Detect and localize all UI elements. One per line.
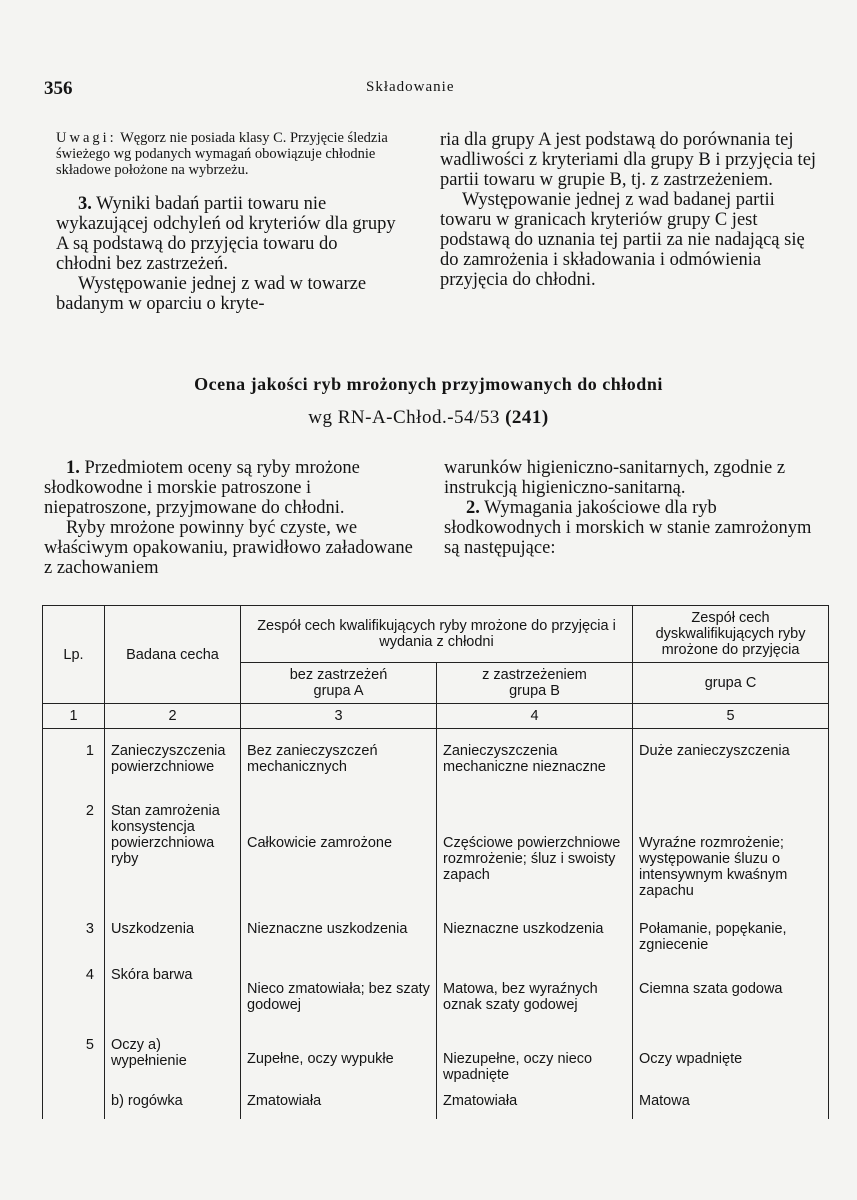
group-a-label: grupa A bbox=[313, 683, 364, 699]
column-number-3: 3 bbox=[241, 704, 437, 729]
paragraph-continued: ria dla grupy A jest podstawą do porównania tej wadliwości z kryteriami dla grupy B i przyjęcia tej partii towaru w grupie B, tj. z zastrzeżeniem. bbox=[440, 130, 817, 190]
row-group-c: Matowa bbox=[633, 1089, 829, 1119]
row-cecha: Uszkodzenia bbox=[105, 917, 241, 963]
row-group-a: Nieznaczne uszkodzenia bbox=[241, 917, 437, 963]
row-group-b: Nieznaczne uszkodzenia bbox=[437, 917, 633, 963]
table-row bbox=[43, 917, 829, 963]
quality-table bbox=[42, 605, 829, 1119]
header-qualifying-group: Zespół cech kwalifikujących ryby mrożone do przyjęcia i wydania z chłodni bbox=[241, 606, 633, 663]
paragraph-group-c: Występowanie jednej z wad badanej partii towaru w granicach kryteriów grupy C jest podstawą do uznania tej partii za nie nadającą się do zamrożenia i składowania i odmówienia przyjęcia do chłodni. bbox=[440, 190, 805, 290]
row-lp: 3 bbox=[43, 917, 105, 963]
section-subtitle bbox=[0, 407, 857, 429]
header-group-c: grupa C bbox=[633, 663, 829, 704]
group-b-title: z zastrzeżeniem bbox=[482, 667, 587, 683]
row-group-c: Ciemna szata godowa bbox=[633, 963, 829, 1033]
row-group-c: Oczy wpadnięte bbox=[633, 1033, 829, 1089]
paragraph-1-number: 1. bbox=[66, 458, 80, 478]
column-number-1: 1 bbox=[43, 704, 105, 729]
row-group-b: Częściowe powierzchniowe rozmrożenie; śluz i swoisty zapach bbox=[437, 799, 633, 917]
paragraph-requirements: Ryby mrożone powinny być czyste, we właściwym opakowaniu, prawidłowo załadowane z zachowaniem bbox=[44, 518, 413, 578]
note-label: Uwagi: bbox=[56, 130, 117, 146]
group-b-label: grupa B bbox=[509, 683, 560, 699]
paragraph-2-number: 2. bbox=[466, 498, 480, 518]
row-cecha: Skóra barwa bbox=[105, 963, 241, 1033]
header-group-a bbox=[241, 663, 437, 704]
paragraph-1-continued: warunków higieniczno-sanitarnych, zgodnie z instrukcją higieniczno-sanitarną. bbox=[444, 458, 786, 498]
paragraph-1 bbox=[44, 458, 419, 518]
row-cecha: Stan zamrożenia konsystencja powierzchniowa ryby bbox=[105, 799, 241, 917]
table-row bbox=[43, 799, 829, 917]
row-group-c: Połamanie, popękanie, zgniecenie bbox=[633, 917, 829, 963]
paragraph-1-text: Przedmiotem oceny są ryby mrożone słodkowodne i morskie patroszone i niepatroszone, przyjmowane do chłodni. bbox=[44, 458, 360, 518]
column-number-4: 4 bbox=[437, 704, 633, 729]
group-a-title: bez zastrzeżeń bbox=[289, 667, 388, 683]
row-lp: 5 bbox=[43, 1033, 105, 1089]
header-cecha: Badana cecha bbox=[105, 606, 241, 704]
row-group-b: Zmatowiała bbox=[437, 1089, 633, 1119]
note bbox=[56, 130, 396, 178]
column-number-2: 2 bbox=[105, 704, 241, 729]
row-lp bbox=[43, 1089, 105, 1119]
paragraph-3-number: 3. bbox=[78, 194, 92, 214]
row-group-a: Zmatowiała bbox=[241, 1089, 437, 1119]
row-group-a: Bez zanieczyszczeń mechanicznych bbox=[241, 729, 437, 799]
header-disqualifying-group: Zespół cech dyskwalifikujących ryby mrożone do przyjęcia bbox=[633, 606, 829, 663]
row-group-a: Zupełne, oczy wypukłe bbox=[241, 1033, 437, 1089]
note-text: Węgorz nie posiada klasy C. Przyjęcie śledzia świeżego wg podanych wymagań obowiązuje chłodnie składowe położone na wybrzeżu. bbox=[56, 130, 388, 178]
row-lp: 1 bbox=[43, 729, 105, 799]
top-right-column bbox=[440, 130, 818, 290]
row-cecha: Oczy a) wypełnienie bbox=[105, 1033, 241, 1089]
row-group-a: Całkowicie zamrożone bbox=[241, 799, 437, 917]
mid-right-column bbox=[444, 458, 822, 558]
column-number-5: 5 bbox=[633, 704, 829, 729]
row-group-c: Duże zanieczyszczenia bbox=[633, 729, 829, 799]
row-group-b: Niezupełne, oczy nieco wpadnięte bbox=[437, 1033, 633, 1089]
row-cecha: b) rogówka bbox=[105, 1089, 241, 1119]
table-row bbox=[43, 729, 829, 799]
row-group-a: Nieco zmatowiała; bez szaty godowej bbox=[241, 963, 437, 1033]
paragraph-3 bbox=[56, 194, 396, 274]
page-header bbox=[44, 78, 804, 104]
standard-code: (241) bbox=[505, 407, 549, 428]
table-row bbox=[43, 963, 829, 1033]
header-lp: Lp. bbox=[43, 606, 105, 704]
header-group-b bbox=[437, 663, 633, 704]
paragraph-4: Występowanie jednej z wad w towarze badanym w oparciu o kryte- bbox=[56, 274, 367, 314]
table-row bbox=[43, 1033, 829, 1089]
section-title: Ocena jakości ryb mrożonych przyjmowanych do chłodni bbox=[194, 374, 663, 394]
row-group-b: Matowa, bez wyraźnych oznak szaty godowej bbox=[437, 963, 633, 1033]
row-lp: 4 bbox=[43, 963, 105, 1033]
paragraph-2-text: Wymagania jakościowe dla ryb słodkowodnych i morskich w stanie zamrożonym są następujące: bbox=[444, 498, 812, 558]
table-row bbox=[43, 1089, 829, 1119]
page-number: 356 bbox=[44, 78, 73, 99]
running-title: Składowanie bbox=[366, 79, 455, 95]
paragraph-3-text: Wyniki badań partii towaru nie wykazującej odchyleń od kryteriów dla grupy A są podstawą do przyjęcia towaru do chłodni bez zastrzeżeń. bbox=[56, 194, 396, 274]
paragraph-2 bbox=[444, 498, 822, 558]
row-group-c: Wyraźne rozmrożenie; występowanie śluzu o intensywnym kwaśnym zapachu bbox=[633, 799, 829, 917]
top-left-column bbox=[56, 130, 396, 314]
row-group-b: Zanieczyszczenia mechaniczne nieznaczne bbox=[437, 729, 633, 799]
standard-reference: wg RN-A-Chłod.-54/53 bbox=[308, 407, 500, 428]
mid-left-column bbox=[44, 458, 419, 578]
row-lp: 2 bbox=[43, 799, 105, 917]
row-cecha: Zanieczyszczenia powierzchniowe bbox=[105, 729, 241, 799]
